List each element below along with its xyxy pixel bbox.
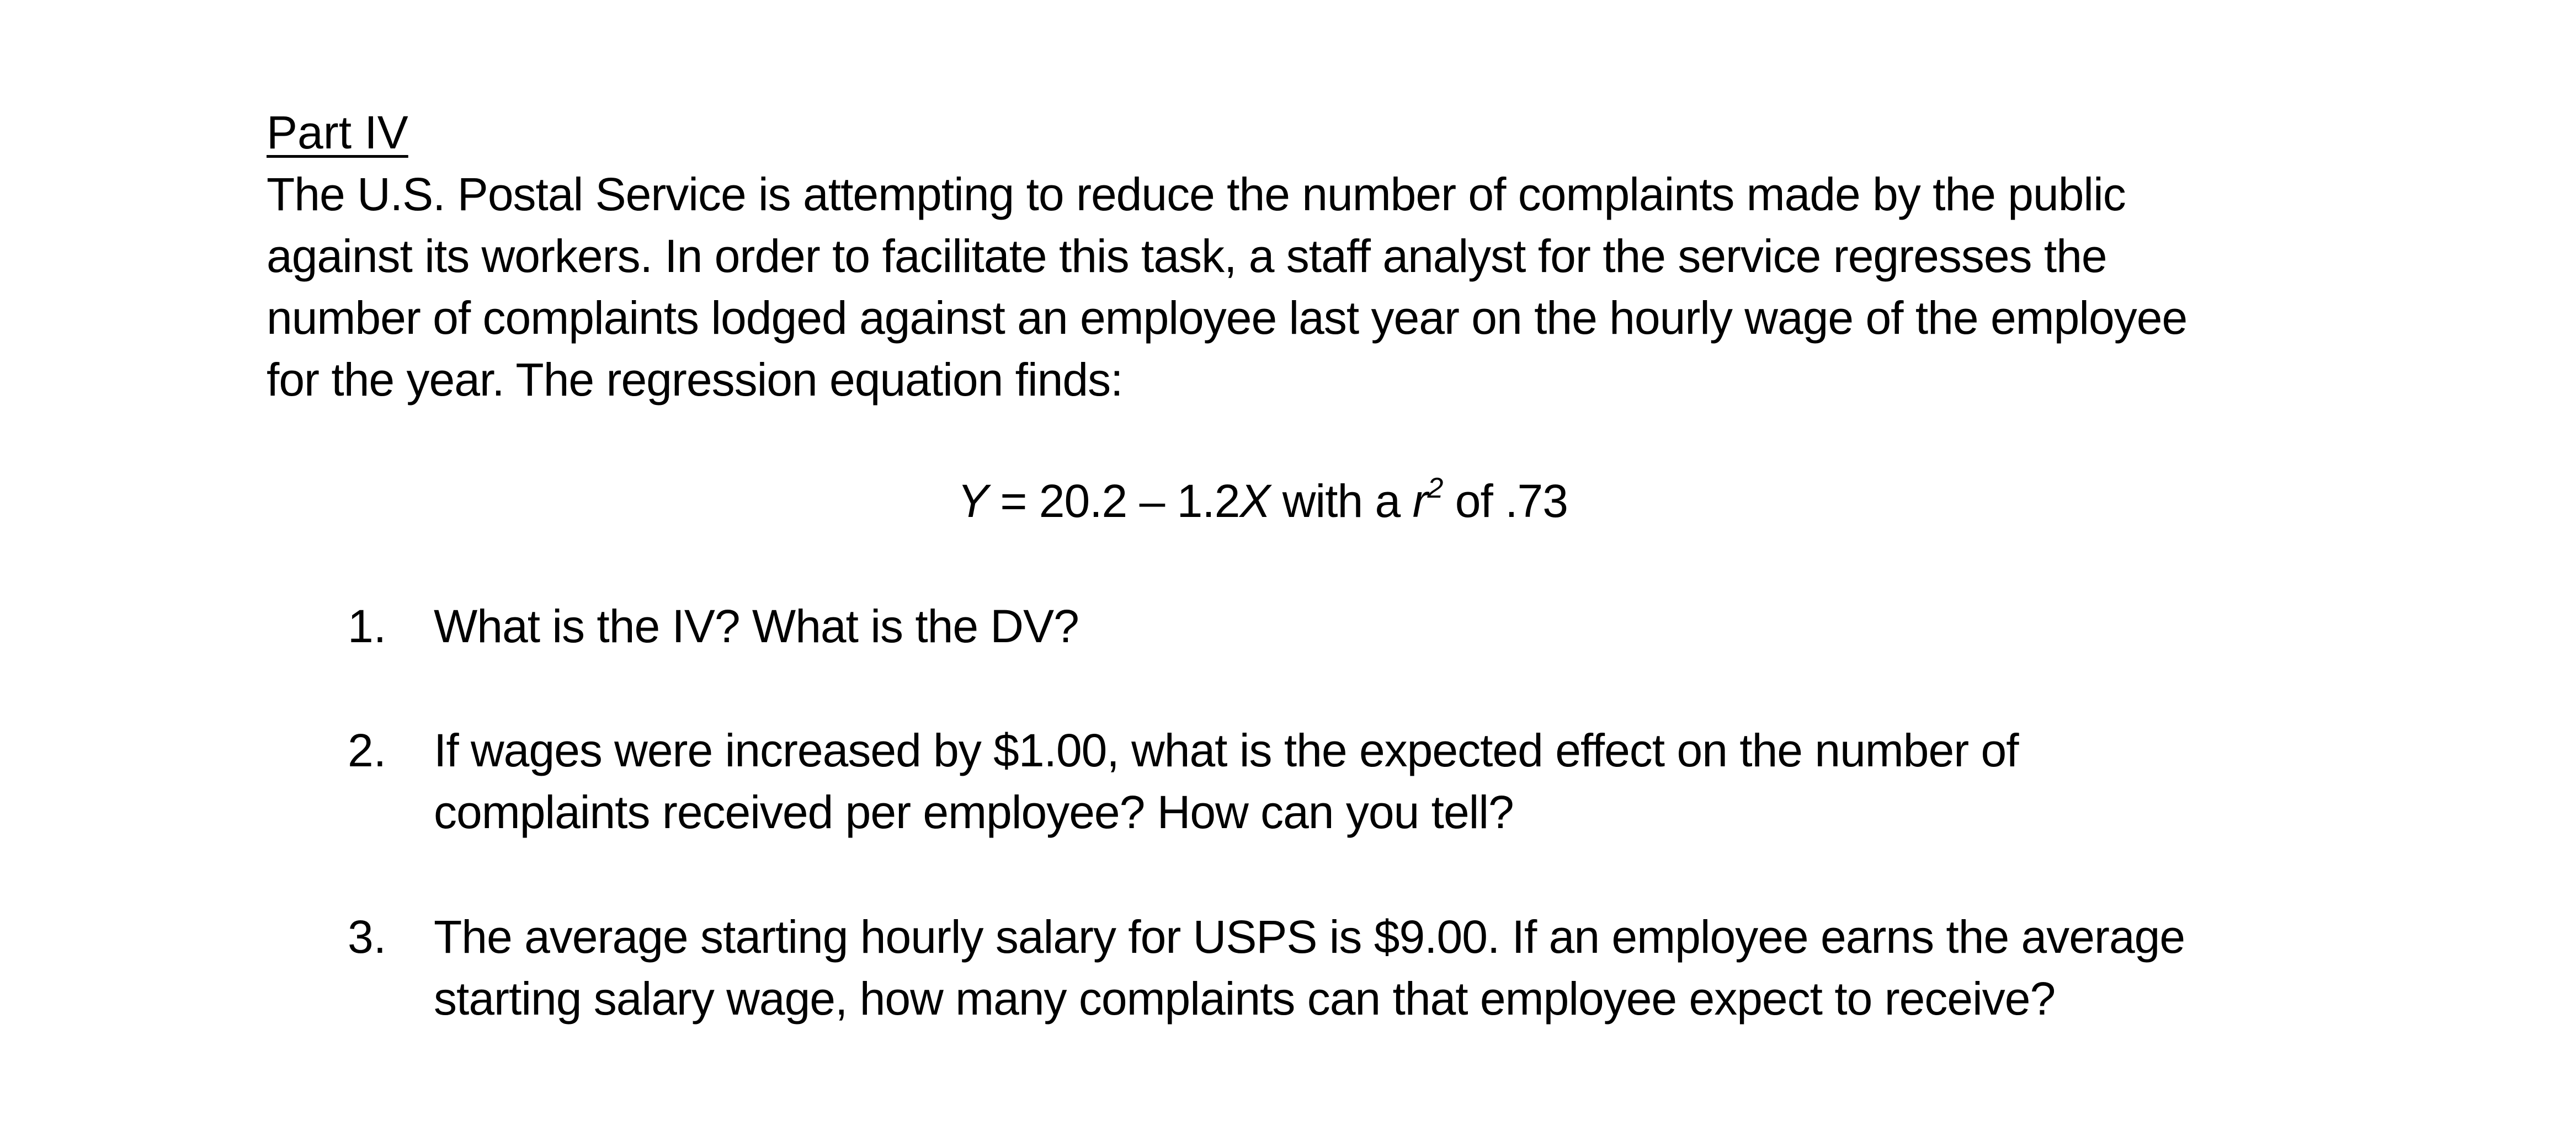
question-text: starting salary wage, how many complaints can that employee expect to receive? — [434, 973, 2056, 1025]
intro-line: for the year. The regression equation finds: — [267, 354, 1123, 406]
intro-line: number of complaints lodged against an employee last year on the hourly wage of the employee — [267, 292, 2188, 344]
equation-r-variable: r — [1412, 475, 1428, 527]
question-number: 3. — [348, 911, 387, 963]
question-number: 2. — [348, 724, 387, 776]
question-number: 1. — [348, 600, 387, 652]
regression-equation — [957, 473, 1568, 529]
question-text: complaints received per employee? How can you tell? — [434, 786, 1514, 838]
equation-y-variable: Y — [957, 475, 988, 527]
intro-line: against its workers. In order to facilitate this task, a staff analyst for the service regresses the — [267, 230, 2107, 282]
section-heading: Part IV — [267, 106, 408, 158]
equation-coefficients: = 20.2 – 1.2 — [988, 475, 1240, 527]
intro-line: The U.S. Postal Service is attempting to reduce the number of complaints made by the public — [267, 168, 2126, 220]
question-text: If wages were increased by $1.00, what is the expected effect on the number of — [434, 724, 2019, 776]
equation-exponent: 2 — [1427, 472, 1443, 504]
equation-r-squared-value: of .73 — [1443, 475, 1568, 527]
question-text: What is the IV? What is the DV? — [434, 600, 1079, 652]
equation-with-text: with a — [1270, 475, 1413, 527]
question-text: The average starting hourly salary for USPS is $9.00. If an employee earns the average — [434, 911, 2185, 963]
equation-x-variable: X — [1239, 475, 1270, 527]
